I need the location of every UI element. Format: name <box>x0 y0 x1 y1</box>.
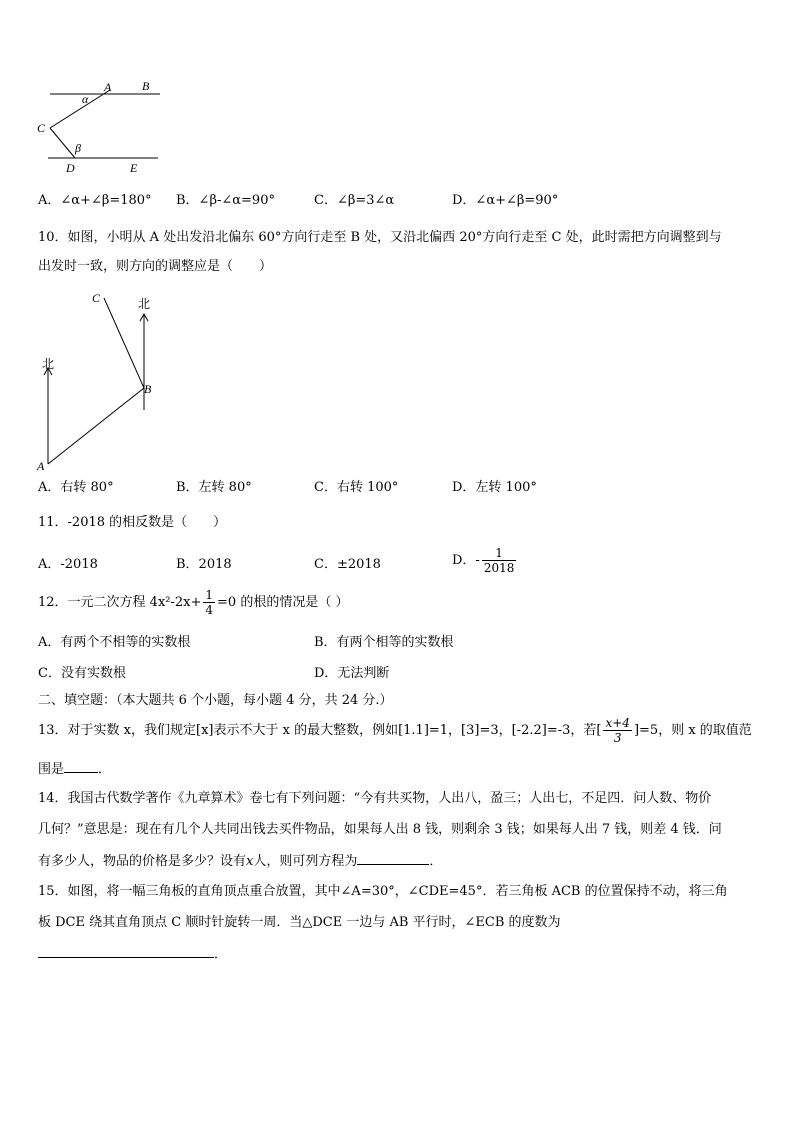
q14-line3-end: ． <box>429 854 443 869</box>
q12-option-a: A．有两个不相等的实数根 <box>38 635 191 650</box>
q9-figure <box>30 76 170 176</box>
q14-stem-line2: 几何？”意思是：现在有几个人共同出钱去买件物品，如果每人出 8 钱，则剩余 3 钱；如果每人出 7 钱，则差 4 钱．问 <box>38 822 722 837</box>
q13-fraction <box>603 716 631 745</box>
label-north-b: 北 <box>138 297 151 311</box>
label-c: C <box>92 291 101 305</box>
q9-option-b: B．∠β-∠α=90° <box>176 193 275 208</box>
label-d: D <box>66 161 75 175</box>
q13-pre: 13．对于实数 x，我们规定[x]表示不大于 x 的最大整数，例如[1.1]=1，[3]=3，[-2.2]=-3，若[ <box>38 723 602 738</box>
q11-stem: 11．-2018 的相反数是（ ） <box>38 515 227 530</box>
q10-option-b: B．左转 80° <box>176 480 252 495</box>
q15-line3-end: ． <box>214 947 228 962</box>
q15-stem-line1: 15．如图，将一幅三角板的直角顶点重合放置，其中∠A=30°，∠CDE=45°．若三角板 ACB 的位置保持不动，将三角 <box>38 884 728 899</box>
q10-option-d: D．左转 100° <box>452 480 537 495</box>
q10-option-a: A．右转 80° <box>38 480 114 495</box>
fraction-numerator: x+4 <box>605 716 630 730</box>
fraction-denominator: 3 <box>613 731 622 745</box>
segment-bc <box>104 298 144 388</box>
q13-line2-pre: 围是 <box>38 762 65 777</box>
q12-fraction <box>203 588 215 617</box>
q9-option-a: A．∠α+∠β=180° <box>38 193 152 208</box>
q15-stem-line2: 板 DCE 绕其直角顶点 C 顺时针旋转一周．当△DCE 一边与 AB 平行时，∠ECB 的度数为 <box>38 915 561 930</box>
answer-blank[interactable] <box>64 760 98 773</box>
q12-option-d: D．无法判断 <box>314 666 390 681</box>
q11-option-d-prefix: D．- <box>452 553 480 568</box>
q11-option-a: A．-2018 <box>38 557 98 572</box>
segment-cd <box>50 128 75 158</box>
q11-option-c: C．±2018 <box>314 557 381 572</box>
label-a: A <box>37 459 45 473</box>
q14-stem-line3 <box>38 852 442 871</box>
q9-option-c: C．∠β=3∠α <box>314 193 395 208</box>
q12-option-c: C．没有实数根 <box>38 666 126 681</box>
q12-stem-post: =0 的根的情况是（ ） <box>217 595 349 610</box>
label-b: B <box>142 79 150 93</box>
answer-blank[interactable] <box>38 945 214 958</box>
q14-stem-line1: 14．我国古代数学著作《九章算术》卷七有下列问题：“今有共买物，人出八，盈三；人出七，不足四．问人数、物价 <box>38 791 712 806</box>
q11-option-d <box>452 546 518 575</box>
q15-stem-line3 <box>38 945 227 964</box>
fraction-denominator: 4 <box>205 603 214 617</box>
q9-option-d: D．∠α+∠β=90° <box>452 193 559 208</box>
q12-stem-pre: 12．一元二次方程 4x²-2x+ <box>38 595 202 610</box>
fraction-numerator: 1 <box>482 546 517 561</box>
q10-option-c: C．右转 100° <box>314 480 399 495</box>
q14-variable: x <box>246 854 254 869</box>
q13-stem-line2 <box>38 760 111 779</box>
label-b: B <box>144 382 152 396</box>
q12-option-b: B．有两个相等的实数根 <box>314 635 454 650</box>
label-e: E <box>130 161 138 175</box>
fraction-numerator: 1 <box>205 588 214 602</box>
q10-stem-line1: 10．如图，小明从 A 处出发沿北偏东 60°方向行走至 B 处，又沿北偏西 20°方向行走至 C 处，此时需把方向调整到与 <box>38 230 722 245</box>
q10-stem-line2: 出发时一致，则方向的调整应是（ ） <box>38 259 273 274</box>
q13-post: ]=5，则 x 的取值范 <box>633 723 752 738</box>
q11-option-b: B．2018 <box>176 557 232 572</box>
label-a: A <box>104 80 112 94</box>
q13-line2-post: ． <box>98 762 112 777</box>
q14-line3-pre: 有多少人，物品的价格是多少？设有 <box>38 854 247 869</box>
segment-ca <box>50 90 110 128</box>
q14-line3-post: 人，则可列方程为 <box>253 854 358 869</box>
section-heading: 二、填空题：（本大题共 6 个小题，每小题 4 分，共 24 分.） <box>38 693 393 708</box>
label-north-a: 北 <box>42 357 55 371</box>
label-c: C <box>37 121 46 135</box>
q13-stem-line1 <box>38 716 752 745</box>
fraction-denominator: 2018 <box>483 561 515 575</box>
q11-option-d-fraction <box>482 546 517 575</box>
q10-figure <box>34 288 174 474</box>
label-beta: β <box>75 141 81 155</box>
answer-blank[interactable] <box>357 852 429 865</box>
label-alpha: α <box>82 92 89 106</box>
q12-stem <box>38 588 348 617</box>
segment-ab <box>48 388 144 464</box>
